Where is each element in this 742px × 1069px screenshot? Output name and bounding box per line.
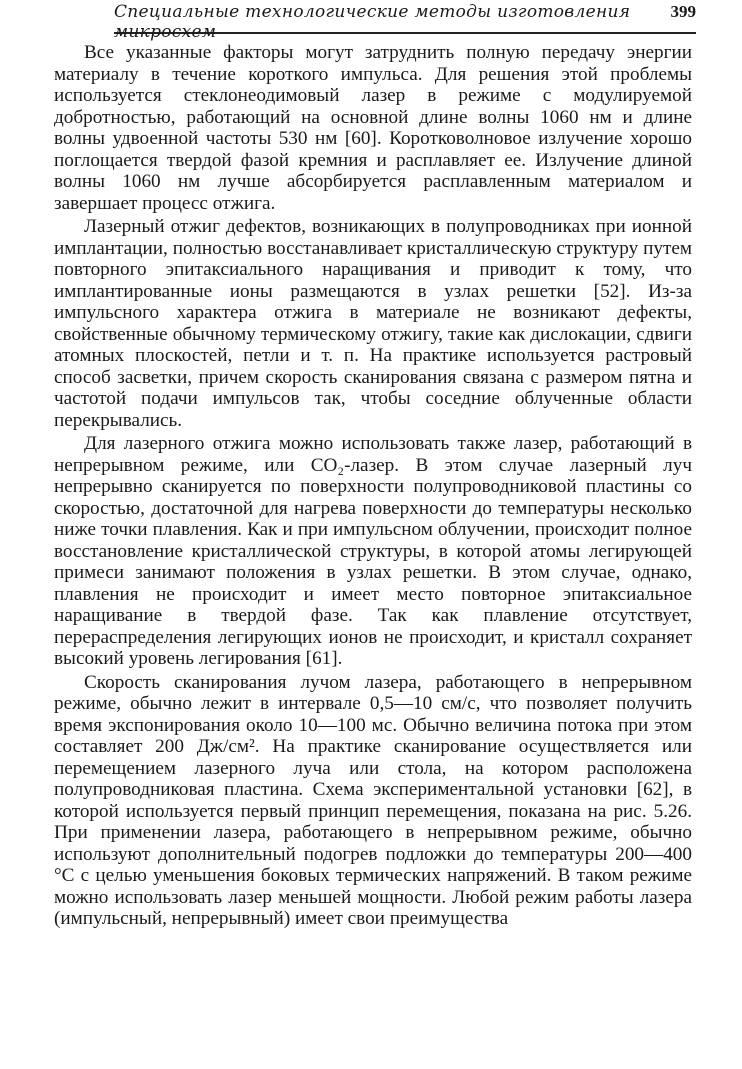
page-number: 399 <box>670 2 696 21</box>
paragraph-3: Для лазерного отжига можно использовать также лазер, работающий в непрерывном режиме, или CO₂-лазер. В этом случае лазерный луч непрерывно сканируется по поверхности полупроводниковой пластины со скоростью, достаточной для нагрева поверхности до температуры несколько ниже точки плавления. Как и при импульсном облучении, происходит полное восстановление кристаллической структуры, в которой атомы легирующей примеси занимают положения в узлах решетки. В этом случае, однако, плавления не происходит и имеет место повторное эпитаксиальное наращивание в твердой фазе. Так как плавление отсутствует, перераспределения легирующих ионов не происходит, и кристалл сохраняет высокий уровень легирования [61]. <box>54 433 692 669</box>
paragraph-1: Все указанные факторы могут затруднить полную передачу энергии материалу в течение короткого импульса. Для решения этой проблемы используется стеклонеодимовый лазер в режиме с модулируемой добротностью, работающий на основной длине волны 1060 нм и длине волны удвоенной частоты 530 нм [60]. Коротковолновое излучение хорошо поглощается твердой фазой кремния и расплавляет ее. Излучение длиной волны 1060 нм лучше абсорбируется расплавленным материалом и завершает процесс отжига. <box>54 42 692 214</box>
paragraph-4: Скорость сканирования лучом лазера, работающего в непрерывном режиме, обычно лежит в интервале 0,5—10 см/с, что позволяет получить время экспонирования около 10—100 мс. Обычно величина потока при этом составляет 200 Дж/см². На практике сканирование осуществляется или перемещением лазерного луча или стола, на котором расположена полупроводниковая пластина. Схема экспериментальной установки [62], в которой используется первый принцип перемещения, показана на рис. 5.26. При применении лазера, работающего в непрерывном режиме, обычно используют дополнительный подогрев подложки до температуры 200—400 °С с целью уменьшения боковых термических напряжений. В таком режиме можно использовать лазер меньшей мощности. Любой режим работы лазера (импульсный, непрерывный) имеет свои преимущества <box>54 671 692 929</box>
running-title: Специальные технологические методы изготовления микросхем <box>114 2 631 42</box>
running-header <box>114 2 696 42</box>
body-text <box>54 42 692 930</box>
paragraph-2: Лазерный отжиг дефектов, возникающих в полупроводниках при ионной имплантации, полностью восстанавливает кристаллическую структуру путем повторного эпитаксиального наращивания и приводит к тому, что имплантированные ионы размещаются в узлах решетки [52]. Из-за импульсного характера отжига в материале не возникают дефекты, свойственные обычному термическому отжигу, такие как дислокации, сдвиги атомных плоскостей, петли и т. п. На практике используется растровый способ засветки, причем скорость сканирования связана с размером пятна и частотой подачи импульсов так, чтобы соседние облученные области перекрывались. <box>54 216 692 431</box>
